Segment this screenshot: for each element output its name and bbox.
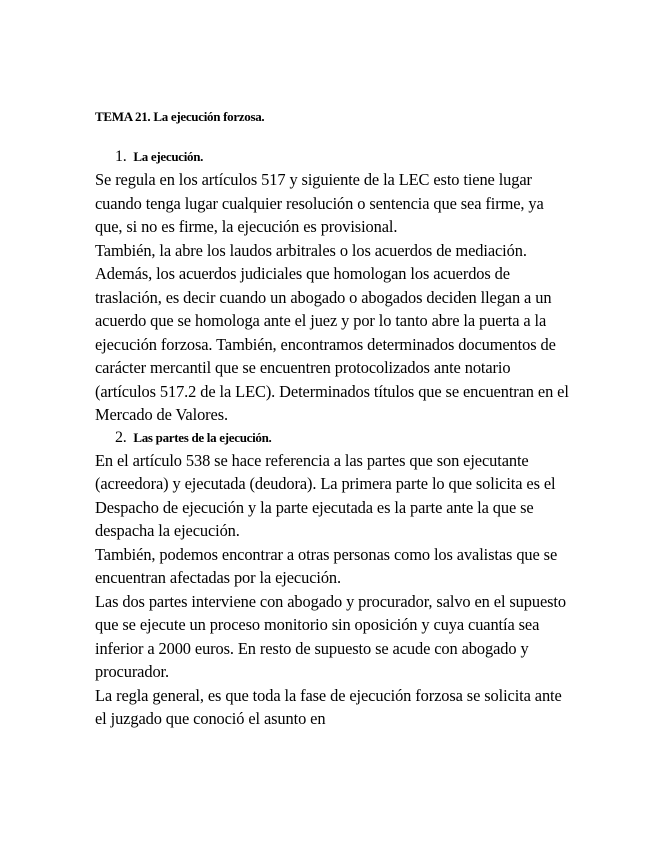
paragraph: En el artículo 538 se hace referencia a las partes que son ejecutante (acreedora) y ejecutada (deudora). La primera parte lo que solicita es el Despacho de ejecución y la parte ejecutada es la parte ante la que se despacha la ejecución. [95, 450, 556, 540]
paragraph: La regla general, es que toda la fase de ejecución forzosa se solicita ante el juzgado que conoció el asunto en [95, 685, 562, 728]
document-page [95, 108, 570, 731]
section-heading-text: La ejecución. [133, 149, 204, 164]
section-partes [95, 427, 570, 731]
paragraph: También, la abre los laudos arbitrales o los acuerdos de mediación. Además, los acuerdos judiciales que homologan los acuerdos de traslación, es decir cuando un abogado o abogados deciden llegan a un acuerdo que se homologa ante el juez y por lo tanto abre la puerta a la ejecución forzosa. También, encontramos determinados documentos de carácter mercantil que se encuentren protocolizados ante notario (artículos 517.2 de la LEC). Determinados títulos que se encuentran en el Mercado de Valores. [95, 240, 569, 424]
section-heading [95, 146, 570, 168]
section-heading-text: Las partes de la ejecución. [133, 429, 272, 445]
section-heading [95, 427, 570, 449]
paragraph: También, podemos encontrar a otras personas como los avalistas que se encuentran afectadas por la ejecución. [95, 544, 558, 587]
paragraph: Las dos partes interviene con abogado y procurador, salvo en el supuesto que se ejecute un proceso monitorio sin oposición y cuya cuantía sea inferior a 2000 euros. En resto de supuesto se acude con abogado y procurador. [95, 591, 566, 681]
section-number: 1. [115, 148, 127, 165]
paragraph: Se regula en los artículos 517 y siguiente de la LEC esto tiene lugar cuando tenga lugar cualquier resolución o sentencia que sea firme, ya que, si no es firme, la ejecución es provisional. [95, 170, 544, 236]
section-number: 2. [115, 428, 127, 446]
document-title: TEMA 21. La ejecución forzosa. [95, 109, 265, 124]
section-ejecucion [95, 146, 570, 427]
